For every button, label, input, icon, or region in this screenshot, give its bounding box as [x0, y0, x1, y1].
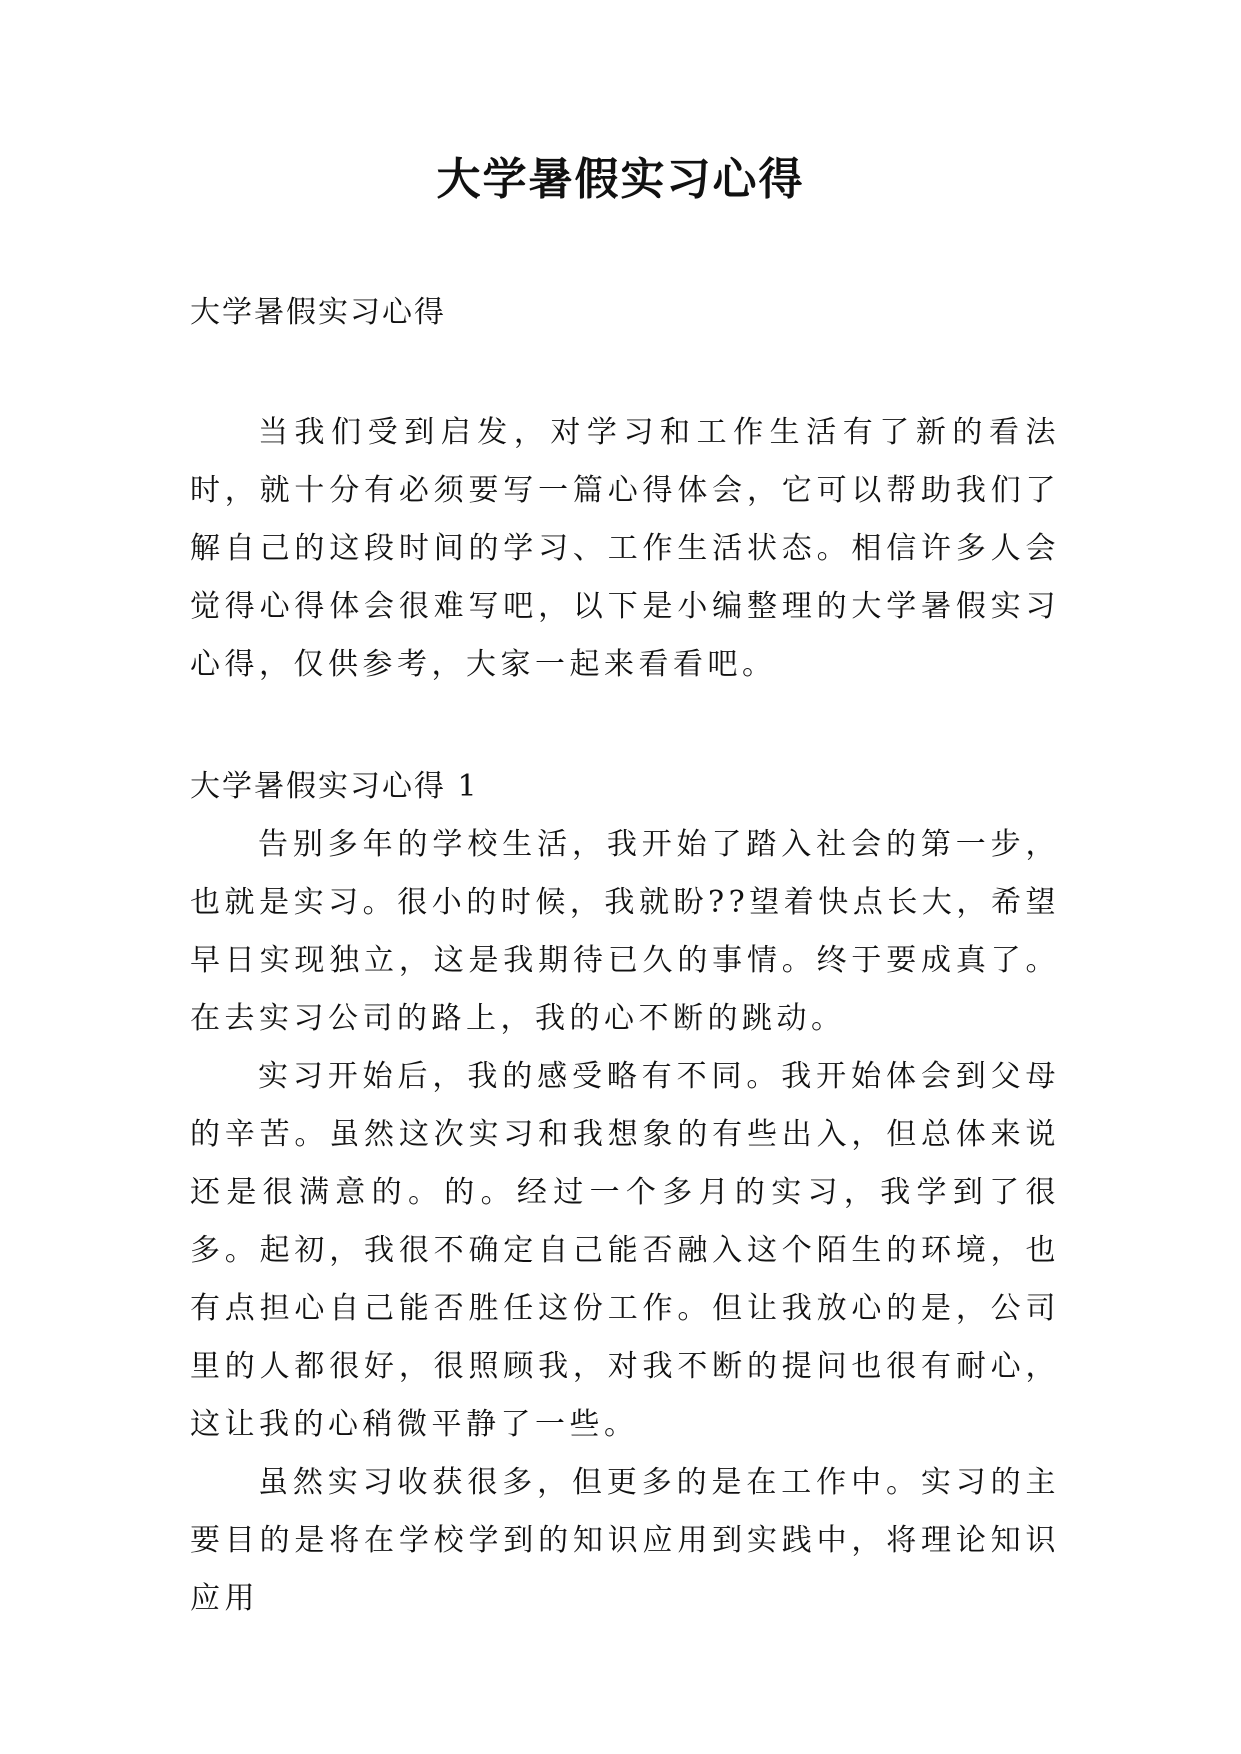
document-title: 大学暑假实习心得 — [436, 154, 805, 205]
body-paragraph: 虽然实习收获很多，但更多的是在工作中。实习的主要目的是将在学校学到的知识应用到实践中，将理论知识应用 — [190, 1465, 1060, 1616]
document-subtitle: 大学暑假实习心得 — [190, 295, 446, 330]
body-paragraph: 实习开始后，我的感受略有不同。我开始体会到父母的辛苦。虽然这次实习和我想象的有些出入，但总体来说还是很满意的。的。经过一个多月的实习，我学到了很多。起初，我很不确定自己能否融入这个陌生的环境，也有点担心自己能否胜任这份工作。但让我放心的是，公司里的人都很好，很照顾我，对我不断的提问也很有耐心，这让我的心稍微平静了一些。 — [190, 1059, 1060, 1442]
intro-paragraph: 当我们受到启发，对学习和工作生活有了新的看法时，就十分有必须要写一篇心得体会，它可以帮助我们了解自己的这段时间的学习、工作生活状态。相信许多人会觉得心得体会很难写吧，以下是小编整理的大学暑假实习心得，仅供参考，大家一起来看看吧。 — [190, 415, 1060, 682]
body-paragraph: 告别多年的学校生活，我开始了踏入社会的第一步，也就是实习。很小的时候，我就盼??望着快点长大，希望早日实现独立，这是我期待已久的事情。终于要成真了。在去实习公司的路上，我的心不断的跳动。 — [190, 827, 1060, 1036]
document-body — [190, 284, 1060, 1628]
section-heading: 大学暑假实习心得 1 — [190, 769, 479, 804]
